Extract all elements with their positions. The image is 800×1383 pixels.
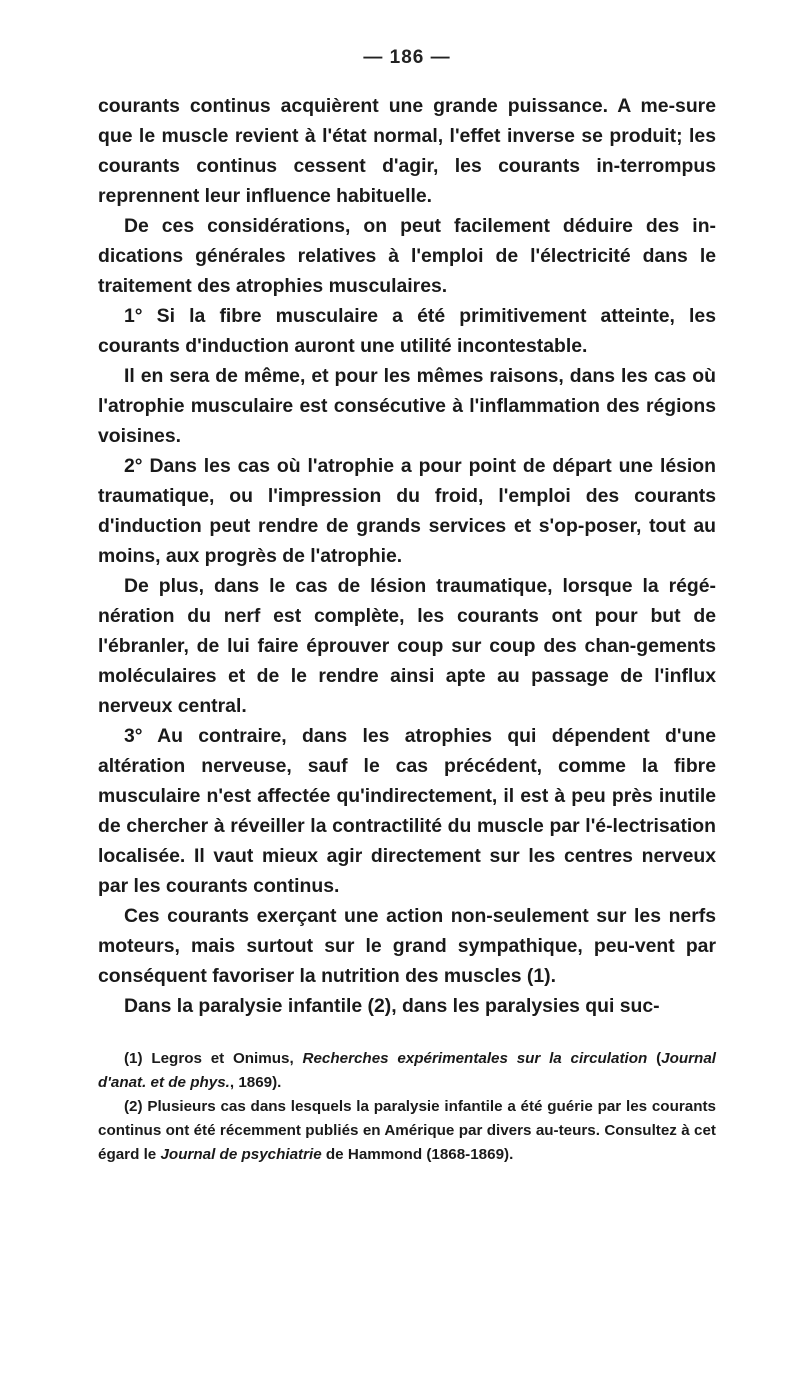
- paragraph-5: 2° Dans les cas où l'atrophie a pour point de départ une lésion traumatique, ou l'impression du froid, l'emploi des courants d'induction peut rendre de grands services et s'op-poser, tout au moins, aux progrès de l'atrophie.: [98, 455, 716, 567]
- footnote-1-lead: (1) Legros et Onimus,: [124, 1050, 303, 1067]
- paragraph-6: De plus, dans le cas de lésion traumatique, lorsque la régé-nération du nerf est complète, les courants ont pour but de l'ébranler, de lui faire éprouver coup sur coup des chan-gements moléculaires et de le rendre ainsi apte au passage de l'influx nerveux central.: [98, 575, 716, 717]
- paragraph-1: courants continus acquièrent une grande puissance. A me-sure que le muscle revient à l'état normal, l'effet inverse se produit; les courants continus cessent d'agir, les courants in-terrompus reprennent leur influence habituelle.: [98, 95, 716, 207]
- footnote-1-journal: Journal d'anat. et de phys.: [98, 1050, 716, 1091]
- page-number: — 186 —: [363, 47, 451, 68]
- paragraph-9: Dans la paralysie infantile (2), dans les paralysies qui suc-: [124, 995, 660, 1017]
- paragraph-4: Il en sera de même, et pour les mêmes raisons, dans les cas où l'atrophie musculaire est consécutive à l'inflammation des régions voisines.: [98, 365, 716, 447]
- paragraph-3: 1° Si la fibre musculaire a été primitivement atteinte, les courants d'induction auront une utilité incontestable.: [98, 305, 716, 357]
- footnote-1: [98, 1047, 716, 1095]
- footnote-1-title: Recherches expérimentales sur la circulation: [302, 1050, 648, 1067]
- footnotes: [98, 1047, 716, 1167]
- body-text: [98, 91, 716, 1021]
- footnote-2-journal: Journal de psychiatrie: [160, 1146, 322, 1163]
- book-page: [98, 0, 716, 1167]
- footnote-2-tail: de Hammond (1868-1869).: [321, 1146, 514, 1163]
- footnote-2: [98, 1095, 716, 1167]
- paragraph-2: De ces considérations, on peut facilement déduire des in-dications générales relatives à l'emploi de l'électricité dans le traitement des atrophies musculaires.: [98, 215, 716, 297]
- footnote-1-mid: (: [647, 1050, 662, 1067]
- paragraph-8: Ces courants exerçant une action non-seulement sur les nerfs moteurs, mais surtout sur le grand sympathique, peu-vent par conséquent favoriser la nutrition des muscles (1).: [98, 905, 716, 987]
- paragraph-7: 3° Au contraire, dans les atrophies qui dépendent d'une altération nerveuse, sauf le cas précédent, comme la fibre musculaire n'est affectée qu'indirectement, il est à peu près inutile de chercher à réveiller la contractilité du muscle par l'é-lectrisation localisée. Il vaut mieux agir directement sur les centres nerveux par les courants continus.: [98, 725, 716, 897]
- footnote-2-lead: (2) Plusieurs cas dans lesquels la paralysie infantile a été guérie par les courants continus ont été récemment publiés en Amérique par divers au-teurs. Consultez à cet égard le: [98, 1098, 716, 1163]
- footnote-1-tail: , 1869).: [229, 1074, 282, 1091]
